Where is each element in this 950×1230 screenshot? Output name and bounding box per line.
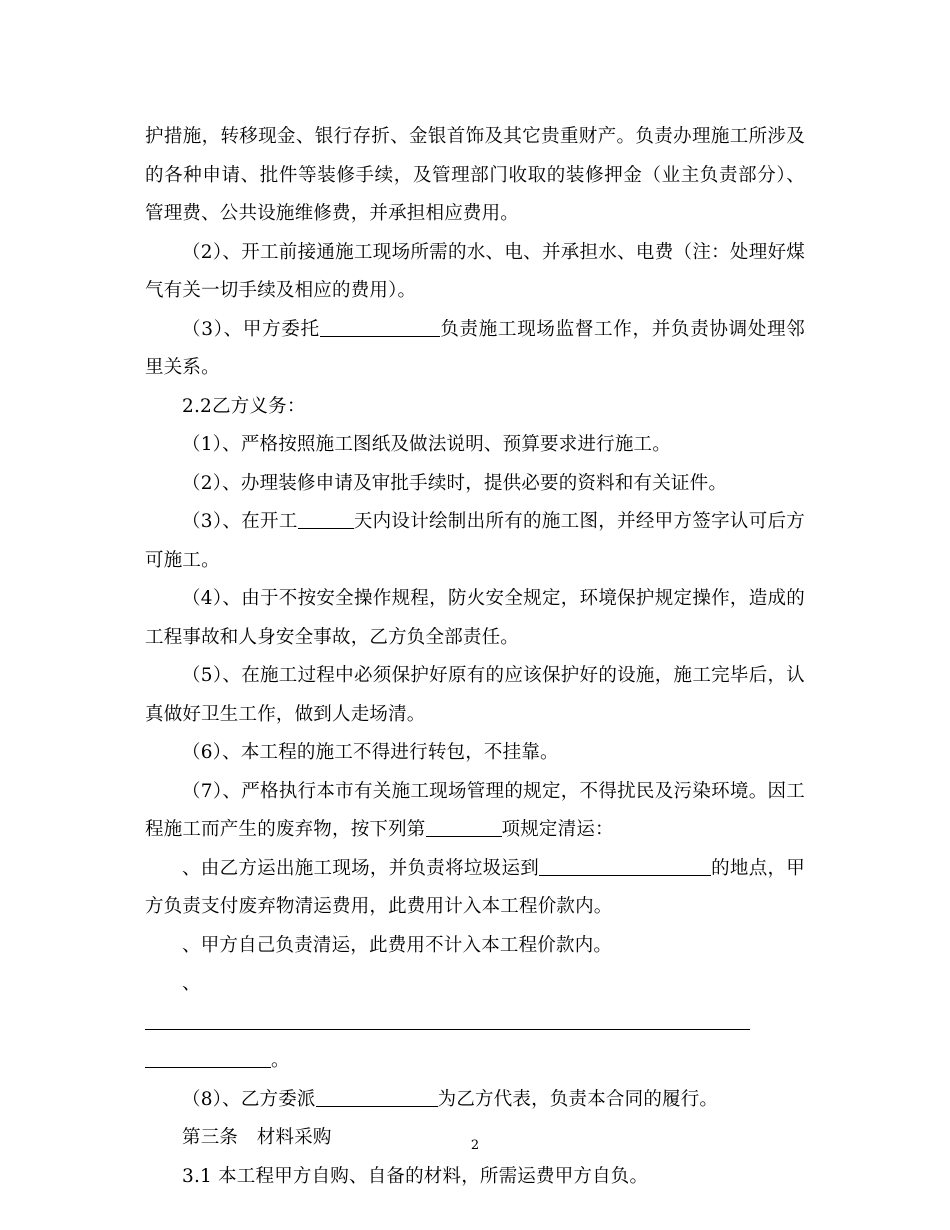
clause-number-blank[interactable] — [426, 817, 502, 837]
paragraph-text: 、 — [182, 973, 201, 994]
paragraph-party-b-item-7 — [145, 773, 805, 850]
section-heading-party-b-duties — [145, 388, 805, 427]
paragraph-text: 护措施，转移现金、银行存折、金银首饰及其它贵重财产。负责办理施工所涉及的各种申请、批件等装修手续，及管理部门收取的装修押金（业主负责部分）、管理费、公共设施维修费，并承担相应费用。 — [145, 126, 805, 224]
paragraph-text: 3.1 本工程甲方自购、自备的材料，所需运费甲方自负。 — [182, 1165, 649, 1187]
paragraph-text: （1）、严格按照施工图纸及做法说明、预算要求进行施工。 — [182, 434, 671, 455]
supervisor-blank[interactable] — [320, 316, 440, 336]
paragraph-text: 。 — [271, 1050, 290, 1071]
paragraph-waste-option-3 — [145, 965, 805, 1081]
paragraph-party-b-item-3 — [145, 503, 805, 580]
other-option-blank-line-2[interactable] — [145, 1048, 271, 1068]
days-blank[interactable] — [298, 509, 354, 529]
paragraph-waste-option-1 — [145, 850, 805, 927]
paragraph-text: 项规定清运： — [501, 819, 614, 840]
paragraph-party-b-item-8 — [145, 1081, 805, 1120]
article-heading-text: 第三条 材料采购 — [182, 1127, 332, 1148]
paragraph-text: （8）、乙方委派 — [182, 1088, 316, 1110]
paragraph-party-b-item-4 — [145, 580, 805, 657]
waste-location-blank[interactable] — [539, 855, 711, 875]
document-body — [145, 118, 805, 1196]
paragraph-party-a-item-2 — [145, 234, 805, 311]
paragraph-party-b-item-1 — [145, 426, 805, 465]
paragraph-text: （5）、在施工过程中必须保护好原有的应该保护好的设施，施工完毕后，认真做好卫生工作，做到人走场清。 — [145, 665, 805, 725]
paragraph-party-a-item-3 — [145, 311, 805, 388]
representative-blank[interactable] — [316, 1086, 438, 1106]
page-number: 2 — [470, 1138, 480, 1153]
paragraph-party-b-item-2 — [145, 465, 805, 504]
paragraph-text: 天内设计绘制出所有的施工图，并经甲方签字认可后方可施工。 — [145, 511, 806, 571]
other-option-blank-line-1[interactable] — [145, 1009, 750, 1029]
paragraph-text: （4）、由于不按安全操作规程，防火安全规定，环境保护规定操作，造成的工程事故和人身安全事故，乙方负全部责任。 — [145, 588, 805, 648]
paragraph-party-a-duties-continued — [145, 118, 805, 234]
paragraph-party-b-item-6 — [145, 734, 805, 773]
paragraph-text: 负责施工现场监督工作，并负责协调处理邻里关系。 — [145, 318, 805, 378]
paragraph-text: 的地点，甲方负责支付废弃物清运费用，此费用计入本工程价款内。 — [145, 857, 805, 917]
paragraph-text: 、由乙方运出施工现场，并负责将垃圾运到 — [182, 857, 540, 879]
paragraph-text: （7）、严格执行本市有关施工现场管理的规定，不得扰民及污染环境。因工程施工而产生的废弃物，按下列第 — [145, 780, 805, 840]
paragraph-text: 为乙方代表，负责本合同的履行。 — [437, 1088, 719, 1110]
paragraph-text: （3）、甲方委托 — [182, 318, 320, 340]
paragraph-text: 、甲方自己负责清运，此费用不计入本工程价款内。 — [182, 934, 613, 956]
paragraph-text: （3）、在开工 — [182, 511, 298, 532]
paragraph-text: （2）、开工前接通施工现场所需的水、电、并承担水、电费（注：处理好煤气有关一切手续及相应的费用）。 — [145, 241, 805, 301]
paragraph-text: （2）、办理装修申请及审批手续时，提供必要的资料和有关证件。 — [182, 472, 728, 494]
paragraph-text: （6）、本工程的施工不得进行转包，不挂靠。 — [182, 742, 559, 763]
paragraph-waste-option-2 — [145, 927, 805, 966]
section-heading-text: 2.2乙方义务： — [182, 395, 306, 417]
paragraph-party-b-item-5 — [145, 657, 805, 734]
paragraph-clause-3-1 — [145, 1158, 805, 1197]
